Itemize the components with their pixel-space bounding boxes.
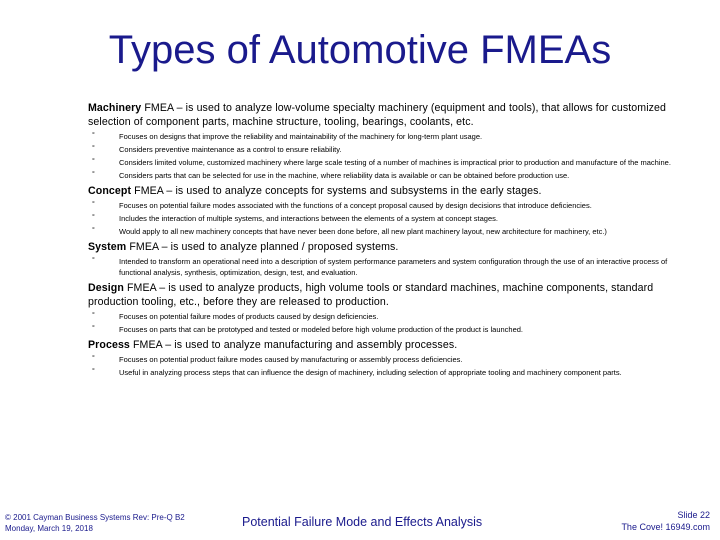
section-description: FMEA – is used to analyze concepts for systems and subsystems in the early stages. [131,185,542,197]
bullet-icon: ° [92,227,95,234]
section-description: FMEA – is used to analyze planned / proposed systems. [126,241,399,253]
bullet-icon: ° [92,257,95,264]
bullet-icon: ° [92,132,95,139]
footer-right [621,509,710,533]
bullet-item [88,145,678,156]
section-heading [88,101,678,129]
bullet-text: Focuses on potential product failure modes caused by manufacturing or assembly process deficiencies. [119,354,463,364]
section-description: FMEA – is used to analyze low-volume specialty machinery (equipment and tools), that allows for customized selection of component parts, machine structure, tooling, bearings, coolants, etc. [88,102,667,128]
bullet-item [88,171,678,182]
bullet-item [88,158,678,169]
bullet-icon: ° [92,311,95,319]
bullet-icon: ° [92,367,95,375]
bullet-text: Considers limited volume, customized machinery where large scale testing of a number of machines is impractical prior to production and manufacture of the machine. [119,158,671,167]
bullet-list [88,355,678,379]
bullet-item [88,257,678,278]
section-heading [88,281,678,309]
bullet-icon: ° [92,324,95,332]
slide-content [88,101,678,381]
bullet-item [88,132,678,143]
section-keyword: Machinery [88,102,142,114]
section-description: FMEA – is used to analyze manufacturing and assembly processes. [129,338,458,351]
section-keyword: System [88,241,127,253]
fmea-section [88,101,678,182]
section-keyword: Concept [88,185,132,197]
bullet-text: Focuses on potential failure modes of products caused by design deficiencies. [119,311,379,321]
footer-site: The Cove! 16949.com [621,522,710,532]
bullet-text: Focuses on designs that improve the reliability and maintainability of the machinery for long-term plant usage. [119,132,483,141]
bullet-text: Would apply to all new machinery concepts that have never been done before, all new plant machinery layout, new architecture for machinery, etc.) [119,227,607,236]
bullet-text: Includes the interaction of multiple systems, and interactions between the elements of a system at concept stages. [119,214,498,223]
slide-title: Types of Automotive FMEAs [108,28,612,72]
section-keyword: Design [88,281,124,294]
bullet-icon: ° [92,201,95,208]
section-description: FMEA – is used to analyze products, high volume tools or standard machines, machine components, standard production tooling, etc., before they are released to production. [88,281,654,308]
bullet-text: Considers parts that can be selected for use in the machine, where reliability data is available or can be obtained before production use. [119,171,570,180]
bullet-item [88,312,678,323]
bullet-item [88,227,678,238]
footer-slide-number: Slide 22 [677,510,710,520]
bullet-item [88,368,678,379]
bullet-list [88,257,678,278]
bullet-text: Focuses on potential failure modes associated with the functions of a concept proposal caused by design decisions that introduce deficiencies. [119,201,592,210]
bullet-icon: ° [92,158,95,165]
section-heading [88,338,678,352]
bullet-item [88,355,678,366]
bullet-icon: ° [92,171,95,178]
bullet-text: Considers preventive maintenance as a control to ensure reliability. [119,145,342,154]
footer-title: Potential Failure Mode and Effects Analysis [242,515,483,529]
section-heading [88,184,678,198]
bullet-list [88,201,678,238]
bullet-list [88,312,678,336]
bullet-icon: ° [92,214,95,221]
bullet-text: Intended to transform an operational need into a description of system performance parameters and system configuration through the use of an interactive process of functional analysis, synthesis, optimization, design, test, and evaluation. [119,257,668,277]
footer-left [5,512,185,534]
bullet-text: Useful in analyzing process steps that can influence the design of machinery, including selection of appropriate tooling and machinery component parts. [119,367,622,377]
fmea-section [88,338,678,379]
bullet-text: Focuses on parts that can be prototyped and tested or modeled before high volume production of the product is launched. [119,324,524,334]
bullet-list [88,132,678,182]
bullet-item [88,325,678,336]
section-heading [88,240,678,254]
fmea-section [88,184,678,238]
section-keyword: Process [88,338,130,351]
fmea-section [88,240,678,278]
fmea-section [88,281,678,336]
bullet-item [88,201,678,212]
footer-copyright: © 2001 Cayman Business Systems Rev: Pre-Q B2 [5,513,185,522]
footer-date: Monday, March 19, 2018 [5,524,93,533]
bullet-icon: ° [92,354,95,362]
bullet-item [88,214,678,225]
bullet-icon: ° [92,145,95,152]
